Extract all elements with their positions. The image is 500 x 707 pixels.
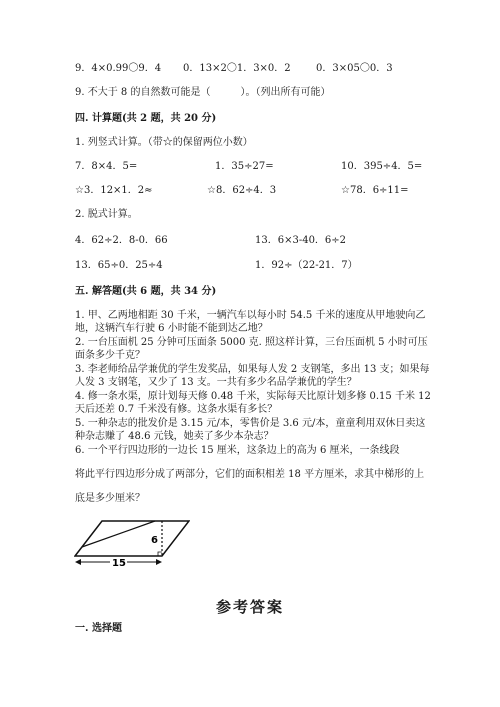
section-5-heading: 五. 解答题(共 6 题，共 34 分) <box>75 286 217 297</box>
problem-line: 2. 一台压面机 25 分钟可压面条 5000 克. 照这样计算，三台压面机 5 小时可压 <box>75 337 428 348</box>
problem-line: 6. 一个平行四边形的一边长 15 厘米，这条边上的高为 6 厘米，一条线段 <box>75 445 400 456</box>
compare-item-3: 0．3×05〇0．3 <box>316 63 393 74</box>
calc-item: ☆78．6÷11= <box>341 185 409 196</box>
base-label: 15 <box>112 558 126 566</box>
calc-item: 7．8×4．5= <box>75 161 138 172</box>
problem-line: 5. 一种杂志的批发价是 3.15 元/本，零售价是 3.6 元/本，童童利用双休日卖这 <box>75 418 426 429</box>
calc-item: 1．35÷27= <box>215 161 274 172</box>
compare-item-2: 0．13×2〇1．3×0．2 <box>183 63 291 74</box>
problem-6-line-3: 底是多少厘米？ <box>75 493 145 504</box>
problem-line: 4. 修一条水渠，原计划每天修 0.48 千米，实际每天比原计划多修 0.15 千米 12 <box>75 391 431 402</box>
calc-q2-title: 2. 脱式计算。 <box>75 209 138 220</box>
dividing-segment <box>82 521 155 547</box>
calc-item: ☆8．62÷4．3 <box>207 185 277 196</box>
problem-line: 天后还差 0.7 千米没有修。这条水渠有多长？ <box>75 404 278 415</box>
parallelogram-outline <box>75 521 189 556</box>
section-4-heading: 四. 计算题(共 2 题，共 20 分) <box>75 113 217 124</box>
height-label: 6 <box>151 535 158 546</box>
calc-q1-title: 1. 列竖式计算。（带☆的保留两位小数） <box>75 137 253 148</box>
question-9: 9. 不大于 8 的自然数可能是（ ）。（列出所有可能） <box>75 87 331 98</box>
answer-section-1-heading: 一. 选择题 <box>75 623 122 634</box>
base-arrow-right <box>156 559 162 565</box>
problem-line: 3. 李老师给品学兼优的学生发奖品，如果每人发 2 支钢笔，多出 13 支；如果每 <box>75 364 430 375</box>
parallelogram-figure <box>74 516 190 566</box>
calc-item: 4．62÷2．8-0．66 <box>75 235 168 246</box>
answer-key-title: 参考答案 <box>215 598 284 616</box>
calc-item: 13．65÷0．25÷4 <box>75 260 163 271</box>
calc-item: 13．6×3-40．6÷2 <box>255 235 347 246</box>
problem-line: 面条多少千克？ <box>75 350 145 361</box>
problem-line: 地，这辆汽车行驶 6 小时能不能到达乙地？ <box>75 323 268 334</box>
calc-item: ☆3．12×1．2≈ <box>75 185 153 196</box>
problem-6-line-2: 将此平行四边形分成了两部分，它们的面积相差 18 平方厘米，求其中梯形的上 <box>75 469 425 480</box>
problem-line: 人发 3 支钢笔，又少了 13 支。一共有多少名品学兼优的学生？ <box>75 377 357 388</box>
base-arrow-left <box>75 559 81 565</box>
problem-line: 1. 甲、乙两地相距 30 千米，一辆汽车以每小时 54.5 千米的速度从甲地驶向乙 <box>75 310 426 321</box>
calc-item: 10．395÷4．5= <box>341 161 423 172</box>
problem-line: 种杂志赚了 48.6 元钱，她卖了多少本杂志？ <box>75 431 274 442</box>
calc-item: 1．92÷（22-21．7） <box>255 260 358 271</box>
compare-item-1: 9．4×0.99〇9．4 <box>75 63 162 74</box>
